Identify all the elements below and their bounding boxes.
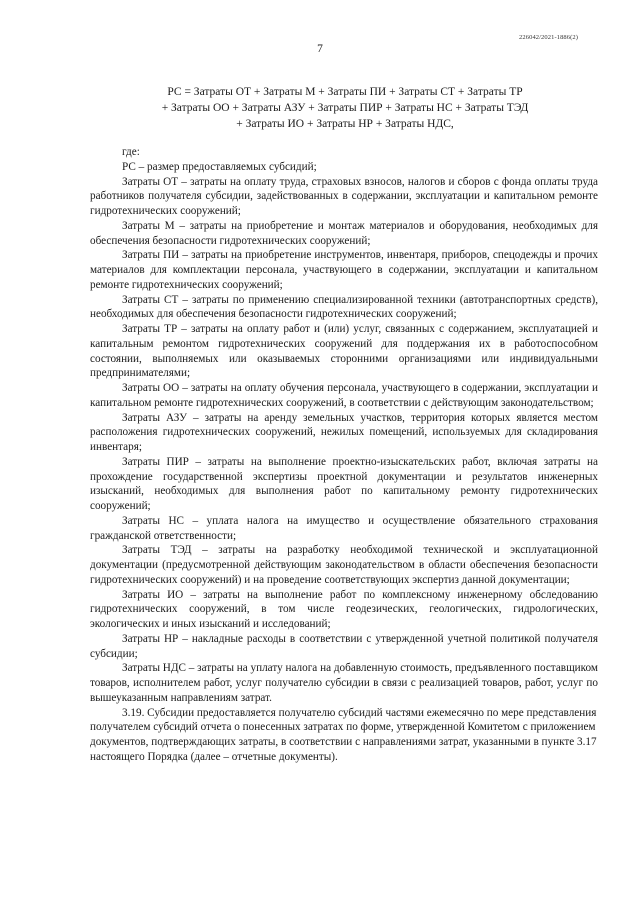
paragraph-nds: Затраты НДС – затраты на уплату налога на добавленную стоимость, предъявленного поставщиком товаров, исполнителем работ, услуг получателю субсидии в связи с реализацией товаров, работ, услуг по вышеуказанным направлениям затрат. [90,662,598,704]
paragraph-pi: Затраты ПИ – затраты на приобретение инструментов, инвентаря, приборов, спецодежды и прочих материалов для комплектации персонала, участвующего в содержании, эксплуатации и капитальном ремонте гидротехнических сооружений; [90,249,598,291]
page-number: 7 [317,43,323,55]
paragraph-nr: Затраты НР – накладные расходы в соответствии с утвержденной учетной политикой получателя субсидии; [90,632,598,660]
paragraph-oo: Затраты ОО – затраты на оплату обучения персонала, участвующего в содержании, эксплуатации и капитальном ремонте гидротехнических сооружений, в соответствии с действующим законодательством; [90,382,598,409]
paragraph-st: Затраты СТ – затраты по применению специализированной техники (автотранспортных средств), необходимых для обеспечения безопасности гидротехнических сооружений; [90,293,598,321]
paragraph-m: Затраты М – затраты на приобретение и монтаж материалов и оборудования, необходимых для обеспечения безопасности гидротехнических сооружений; [90,219,598,247]
formula-line: + Затраты ОО + Затраты АЗУ + Затраты ПИР + Затраты НС + Затраты ТЭД [161,102,529,114]
paragraph-ot: Затраты ОТ – затраты на оплату труда, страховых взносов, налогов и сборов с фонда оплаты труда работников получателя субсидии, задействованных в содержании, эксплуатации и капитальном ремонте гидротехнических сооружений; [90,175,598,217]
where-label: где: [122,146,140,158]
paragraph-ns: Затраты НС – уплата налога на имущество и осуществление обязательного страхования гражданской ответственности; [90,514,598,542]
paragraph-io: Затраты ИО – затраты на выполнение работ по комплексному инженерному обследованию гидротехнических сооружений, в том числе геодезических, геологических, гидрологических, экологических и иных изысканий и исследований; [90,588,598,630]
paragraph-pir: Затраты ПИР – затраты на выполнение проектно-изыскательских работ, включая затраты на прохождение государственной экспертизы проектной документации и результатов инженерных изысканий, необходимых для выполнения работ по капитальному ремонту гидротехнических сооружений; [90,455,598,512]
document-body [90,145,598,765]
formula-line: + Затраты ИО + Затраты НР + Затраты НДС, [236,118,454,130]
formula-block [130,84,560,132]
paragraph-ted: Затраты ТЭД – затраты на разработку необходимой технической и эксплуатационной документации (предусмотренной действующим законодательством в области обеспечения безопасности гидротехнических сооружений) и на проведение соответствующих экспертиз данной документации; [90,544,598,586]
paragraph-rs: РС – размер предоставляемых субсидий; [122,160,317,173]
formula-line: РС = Затраты ОТ + Затраты М + Затраты ПИ + Затраты СТ + Затраты ТР [167,86,523,98]
paragraph-tr: Затраты ТР – затраты на оплату работ и (или) услуг, связанных с содержанием, эксплуатацией и капитальным ремонтом гидротехнических сооружений для поддержания их в работоспособном состоянии, выполняемых или оказываемых сторонними организациями или индивидуальными предпринимателями; [90,323,598,380]
document-number: 226042/2021-1886(2) [519,34,578,41]
paragraph-azu: Затраты АЗУ – затраты на аренду земельных участков, территория которых является местом расположения гидротехнических сооружений, нежилых помещений, используемых для складирования инвентаря; [90,411,598,453]
paragraph-3-19: 3.19. Субсидии предоставляется получателю субсидий частями ежемесячно по мере представления получателем субсидий отчета о понесенных затратах по форме, утвержденной Комитетом с приложением документов, подтверждающих затраты, в соответствии с направлениями затрат, указанными в пункте 3.17 настоящего Порядка (далее – отчетные документы). [90,706,597,763]
